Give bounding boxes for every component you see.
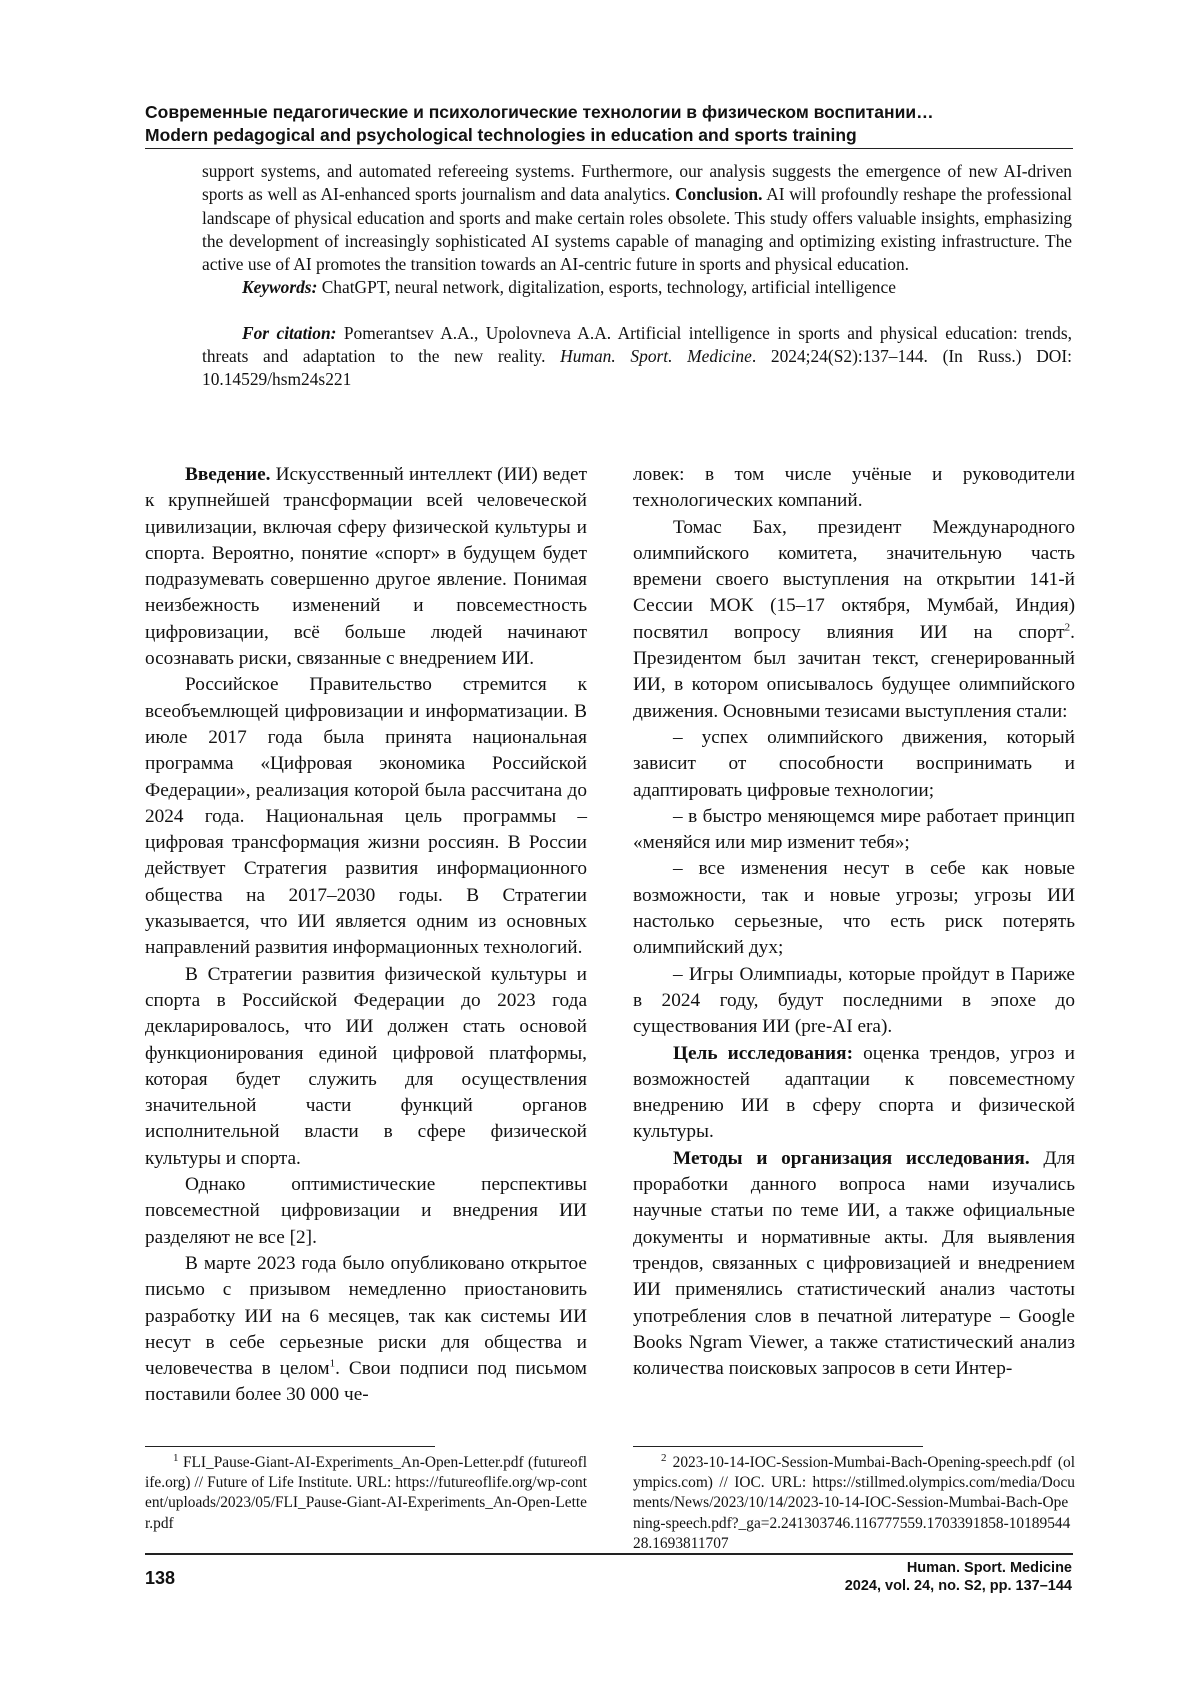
footnote-divider [145, 1446, 435, 1447]
aim-label: Цель исследования: [673, 1042, 854, 1064]
footnote-number: 1 [173, 1451, 179, 1464]
paragraph-aim: Цель исследования: оценка трендов, угроз и возможностей адаптации к повсеместному внедрению ИИ в сферу спорта и физической культуры. [633, 1042, 1075, 1143]
footnote-2 [633, 1453, 1075, 1554]
footer-divider [145, 1553, 1073, 1555]
footnote-1 [145, 1453, 587, 1534]
paragraph: Томас Бах, президент Международного олимпийского комитета, значительную часть времени своего выступления на открытии 141-й Сессии МОК (15–17 октября, Мумбай, Индия) посвятил вопросу влияния ИИ на спорт$^2$. Президентом был зачитан текст, сгенерированный ИИ, в котором описывалось будущее олимпийского движения. Основными тезисами выступления стали: [633, 516, 1075, 722]
keywords-label: Keywords: [242, 277, 318, 298]
paragraph: ловек: в том числе учёные и руководители технологических компаний. [633, 464, 1075, 512]
journal-issue: 2024, vol. 24, no. S2, pp. 137–144 [844, 1578, 1072, 1594]
footnote-ref: 2 [1064, 621, 1071, 634]
paragraph: В марте 2023 года было опубликовано открытое письмо с призывом немедленно приостановить разработку ИИ на 6 месяцев, так как системы ИИ несут в себе серьезные риски для общества и человечества в целом$^1$. Свои подписи под письмом поставили более 30 000 че- [145, 1252, 587, 1406]
citation-label: For citation: [242, 322, 337, 343]
methods-label: Методы и организация исследования. [673, 1147, 1030, 1169]
introduction-label: Введение. [185, 464, 271, 485]
paragraph: В Стратегии развития физической культуры и спорта в Российской Федерации до 2023 года декларировалось, что ИИ должен стать основой функционирования единой цифровой платформы, которая будет служить для осуществления значительной части функций органов исполнительной власти в сфере физической культуры и спорта. [145, 963, 587, 1169]
list-item: – в быстро меняющемся мире работает принцип «меняйся или мир изменит тебя»; [633, 805, 1075, 854]
list-item: – Игры Олимпиады, которые пройдут в Париже в 2024 году, будут последними в эпохе до существования ИИ (pre-AI era). [633, 963, 1075, 1038]
paragraph: Однако оптимистические перспективы повсеместной цифровизации и внедрения ИИ разделяют не все [2]. [145, 1174, 587, 1248]
citation-journal: Human. Sport. Medicine [560, 346, 752, 367]
running-header [145, 101, 1073, 147]
keywords: Keywords: ChatGPT, neural network, digitalization, esports, technology, artificial intelligence [242, 277, 896, 298]
abstract-block [202, 160, 1072, 392]
list-item: – успех олимпийского движения, который зависит от способности воспринимать и адаптировать цифровые технологии; [633, 726, 1075, 801]
header-title-en: Modern pedagogical and psychological technologies in education and sports training [145, 125, 857, 145]
paragraph-methods: Методы и организация исследования. Для проработки данного вопроса нами изучались научные статьи по теме ИИ, а также официальные документы и нормативные акты. Для выявления трендов, связанных с цифровизацией и внедрением ИИ применялись статистический анализ частоты употребления слов в печатной литературе – Google Books Ngram Viewer, а также статистический анализ количества поисковых запросов в сети Интер- [633, 1147, 1076, 1380]
footnote-text: FLI_Pause-Giant-AI-Experiments_An-Open-Letter.pdf (futureoflife.org) // Future of Life Institute. URL: https://futureoflife.org/wp-content/uploads/2023/05/FLI_Pause-Giant-AI-Experiments_An-Open-Letter.pdf [145, 1454, 587, 1532]
left-column [145, 462, 587, 1409]
journal-name: Human. Sport. Medicine [906, 1560, 1072, 1576]
header-divider [145, 148, 1073, 149]
paragraph-introduction: Введение. Искусственный интеллект (ИИ) ведет к крупнейшей трансформации всей человеческой цивилизации, включая сферу физической культуры и спорта. Вероятно, понятие «спорт» в будущем будет подразумевать совершенно другое явление. Понимая неизбежность изменений и повсеместность цифровизации, всё больше людей начинают осознавать риски, связанные с внедрением ИИ. [145, 464, 587, 670]
header-title-ru: Современные педагогические и психологические технологии в физическом воспитании… [145, 102, 934, 122]
right-column [633, 462, 1075, 1382]
footnote-divider [633, 1446, 923, 1447]
footnote-number: 2 [661, 1451, 667, 1464]
citation: For citation: Pomerantsev A.A., Upolovneva A.A. Artificial intelligence in sports and physical education: trends, threats and adaptation to the new reality. Human. Sport. Medicine. 2024;24(S2):137–144. (In Russ.) DOI: 10.14529/hsm24s221 [202, 322, 1072, 390]
footnote-ref: 1 [329, 1357, 336, 1370]
journal-info [845, 1559, 1072, 1595]
list-item: – все изменения несут в себе как новые возможности, так и новые угрозы; угрозы ИИ настолько серьезные, что есть риск потерять олимпийский дух; [633, 858, 1075, 959]
paragraph: Российское Правительство стремится к всеобъемлющей цифровизации и информатизации. В июле 2017 года была принята национальная программа «Цифровая экономика Российской Федерации», реализация которой была рассчитана до 2024 года. Национальная цель программы – цифровая трансформация жизни россиян. В России действует Стратегия развития информационного общества на 2017–2030 годы. В Стратегии указывается, что ИИ является одним из основных направлений развития информационных технологий. [145, 674, 587, 959]
footnote-text: 2023-10-14-IOC-Session-Mumbai-Bach-Opening-speech.pdf (olympics.com) // IOC. URL: https://stillmed.olympics.com/media/Documents/News/2023/10/14/2023-10-14-IOC-Session-Mumbai-Bach-Opening-speech.pdf?_ga=2.241303746.116777559.1703391858-1018954428.1693811707 [633, 1454, 1075, 1552]
page-number: 138 [145, 1568, 176, 1588]
abstract-text: support systems, and automated refereeing systems. Furthermore, our analysis suggests the emergence of new AI-driven sports as well as AI-enhanced sports journalism and data analytics. Conclusion. AI will profoundly reshape the professional landscape of physical education and sports and make certain roles obsolete. This study offers valuable insights, emphasizing the development of increasingly sophisticated AI systems capable of managing and optimizing existing infrastructure. The active use of AI promotes the transition towards an AI-centric future in sports and physical education. [202, 161, 1072, 275]
conclusion-label: Conclusion. [674, 184, 763, 205]
